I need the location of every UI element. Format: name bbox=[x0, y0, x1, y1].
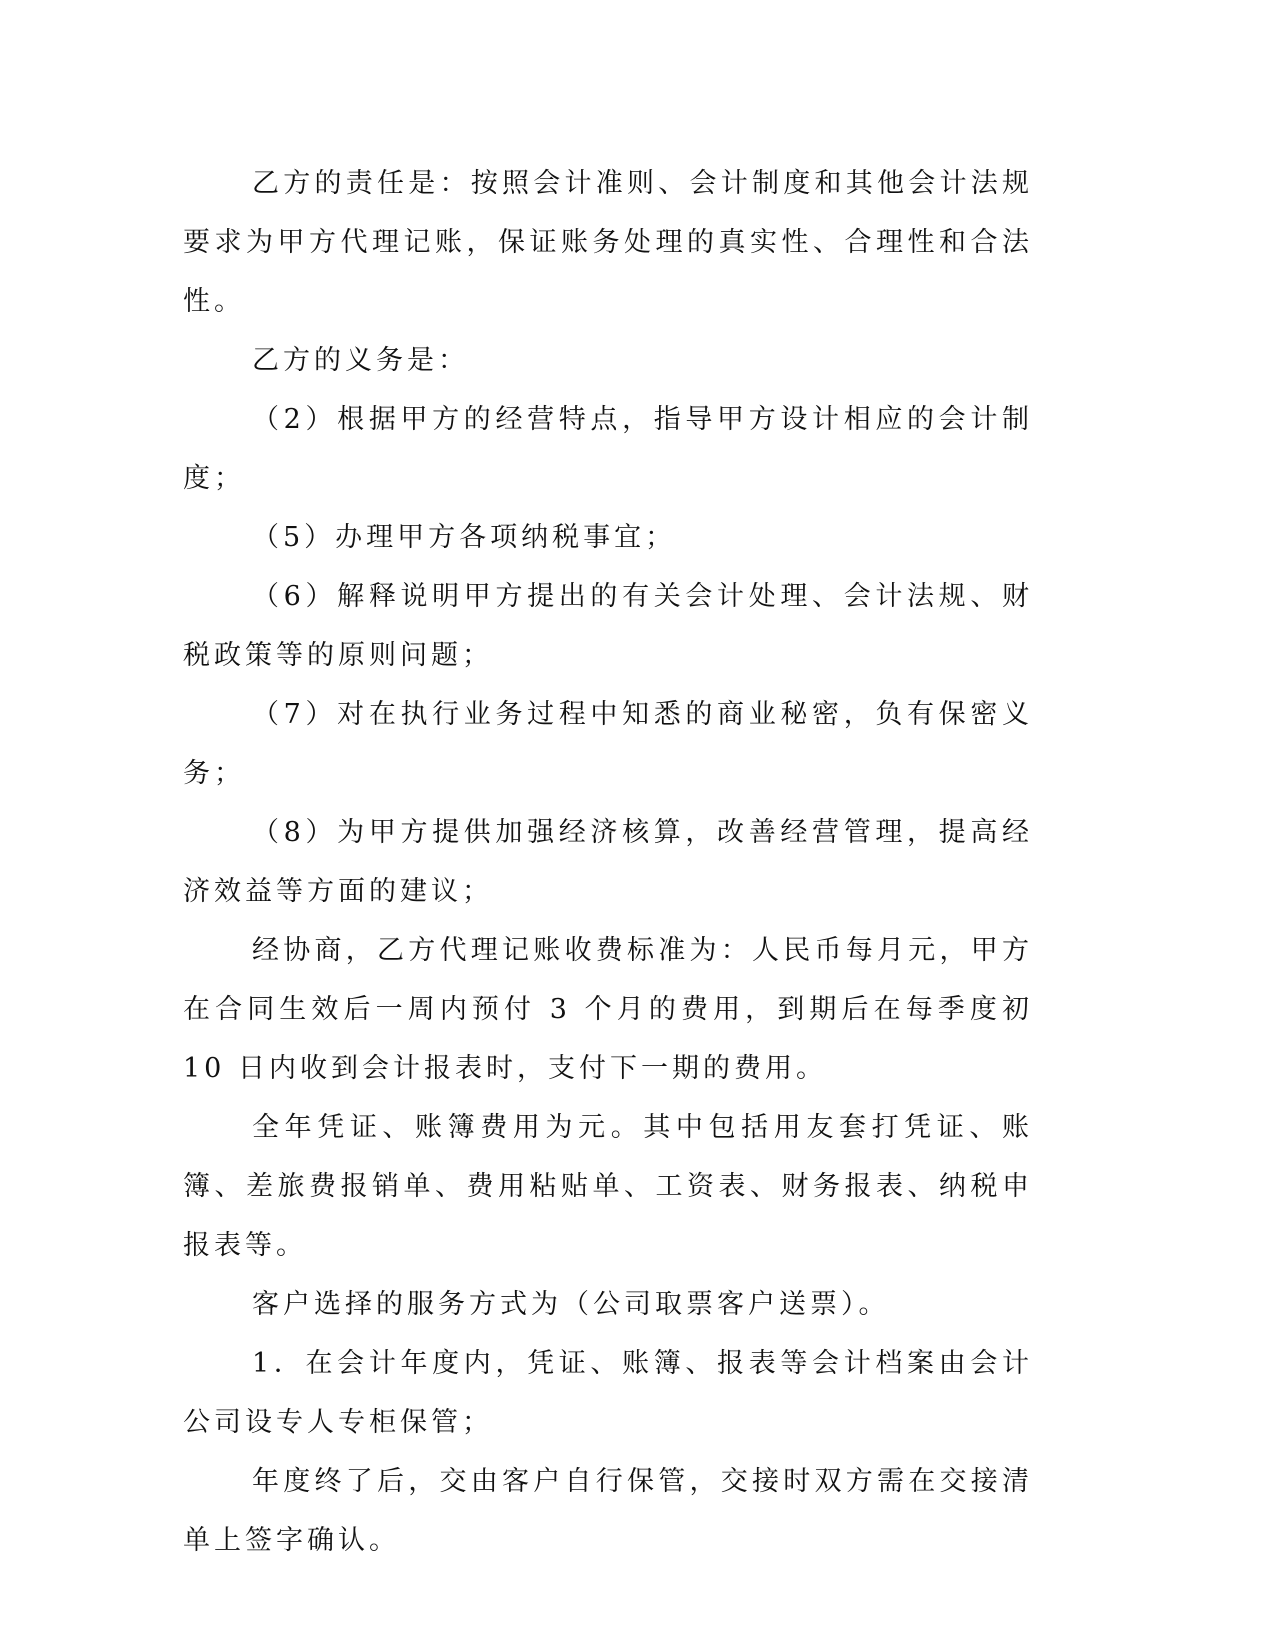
paragraph-archive-custody: 1．在会计年度内，凭证、账簿、报表等会计档案由会计公司设专人专柜保管； bbox=[183, 1348, 1033, 1438]
paragraph-obligation-6: （6）解释说明甲方提出的有关会计处理、会计法规、财税政策等的原则问题； bbox=[183, 581, 1033, 671]
paragraph-obligation-2: （2）根据甲方的经营特点，指导甲方设计相应的会计制度； bbox=[183, 404, 1033, 494]
paragraph-annual-fee: 全年凭证、账簿费用为元。其中包括用友套打凭证、账簿、差旅费报销单、费用粘贴单、工资表、财务报表、纳税申报表等。 bbox=[183, 1112, 1033, 1261]
paragraph-obligation-8: （8）为甲方提供加强经济核算，改善经营管理，提高经济效益等方面的建议； bbox=[183, 817, 1033, 907]
paragraph-obligations-heading: 乙方的义务是： bbox=[252, 345, 469, 376]
document-body bbox=[183, 154, 1033, 1570]
paragraph-obligation-5: （5）办理甲方各项纳税事宜； bbox=[252, 522, 677, 553]
paragraph-year-end-handover: 年度终了后，交由客户自行保管，交接时双方需在交接清单上签字确认。 bbox=[183, 1466, 1033, 1556]
paragraph-fee-standard: 经协商，乙方代理记账收费标准为：人民币每月元，甲方在合同生效后一周内预付 3 个月的费用，到期后在每季度初 10 日内收到会计报表时，支付下一期的费用。 bbox=[183, 935, 1033, 1084]
paragraph-service-mode: 客户选择的服务方式为（公司取票客户送票）。 bbox=[252, 1289, 890, 1320]
paragraph-responsibility: 乙方的责任是：按照会计准则、会计制度和其他会计法规要求为甲方代理记账，保证账务处理的真实性、合理性和合法性。 bbox=[183, 168, 1033, 317]
paragraph-obligation-7: （7）对在执行业务过程中知悉的商业秘密，负有保密义务； bbox=[183, 699, 1033, 789]
